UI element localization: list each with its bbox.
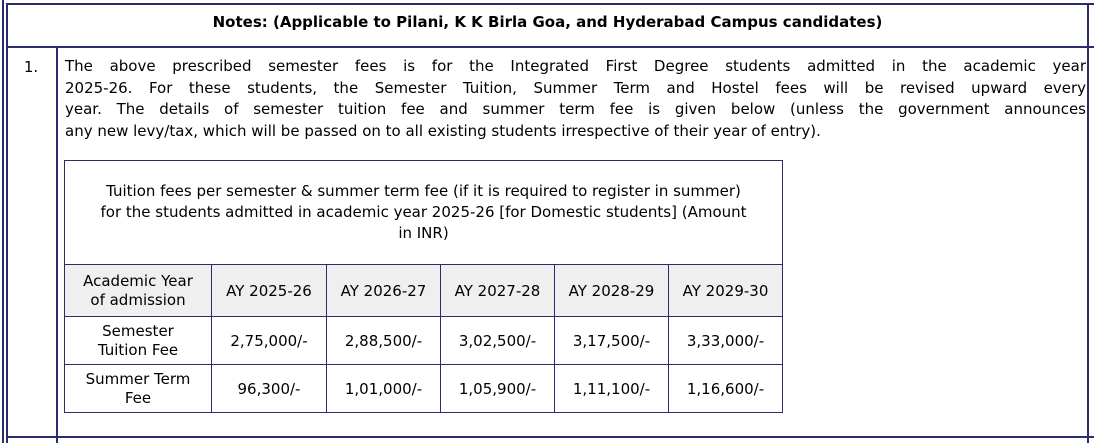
caption-line: in INR) <box>398 224 449 242</box>
fee-table-caption-row <box>65 161 783 265</box>
header-cell-year: AY 2027-28 <box>441 265 555 317</box>
row-label-line: Semester <box>102 321 174 340</box>
outer-left-border <box>2 0 4 443</box>
fee-value: 1,01,000/- <box>327 365 441 413</box>
row-label-line: Fee <box>124 388 152 407</box>
header-label-line: of admission <box>90 290 186 309</box>
fee-value: 3,02,500/- <box>441 317 555 365</box>
row-label-line: Summer Term <box>85 369 191 388</box>
fee-value: 1,05,900/- <box>441 365 555 413</box>
row-label-line: Tuition Fee <box>97 340 179 359</box>
header-cell-academic-year <box>65 265 212 317</box>
note-item-number: 1. <box>23 58 39 76</box>
item-row-bottom-border <box>6 436 1094 438</box>
fee-value: 3,17,500/- <box>555 317 669 365</box>
notes-row-bottom-border <box>6 46 1094 48</box>
summer-term-fee-row <box>65 365 783 413</box>
caption-line: Tuition fees per semester & summer term fee (if it is required to register in summer) <box>106 182 741 200</box>
header-cell-year: AY 2025-26 <box>212 265 327 317</box>
table-right-border <box>1087 3 1089 443</box>
fee-value: 1,16,600/- <box>669 365 783 413</box>
note-paragraph <box>65 56 1086 142</box>
paragraph-line: 2025-26. For these students, the Semester Tuition, Summer Term and Hostel fees will be revised upward every <box>65 78 1086 97</box>
notes-header-title: Notes: (Applicable to Pilani, K K Birla Goa, and Hyderabad Campus candidates) <box>212 13 883 31</box>
paragraph-line: any new levy/tax, which will be passed on to all existing students irrespective of their year of entry). <box>65 121 821 140</box>
row-label-semester-tuition-fee <box>65 317 212 365</box>
caption-line: for the students admitted in academic year 2025-26 [for Domestic students] (Amount <box>100 203 747 221</box>
table-top-border <box>6 3 1094 5</box>
fee-table-caption <box>65 161 783 265</box>
header-cell-year: AY 2029-30 <box>669 265 783 317</box>
paragraph-line: year. The details of semester tuition fee and summer term fee is given below (unless the government announces <box>65 100 1086 119</box>
fee-table-header-row <box>65 265 783 317</box>
fee-table <box>64 160 783 413</box>
fee-table-container <box>64 160 783 413</box>
fee-value: 2,75,000/- <box>212 317 327 365</box>
header-cell-year: AY 2026-27 <box>327 265 441 317</box>
fee-value: 2,88,500/- <box>327 317 441 365</box>
fee-value: 1,11,100/- <box>555 365 669 413</box>
fee-value: 3,33,000/- <box>669 317 783 365</box>
row-label-summer-term-fee <box>65 365 212 413</box>
paragraph-line: The above prescribed semester fees is for the Integrated First Degree students admitted in the academic year <box>65 57 1086 75</box>
header-cell-year: AY 2028-29 <box>555 265 669 317</box>
header-label-line: Academic Year <box>83 271 193 290</box>
semester-tuition-fee-row <box>65 317 783 365</box>
number-column-separator <box>56 46 58 443</box>
fee-value: 96,300/- <box>212 365 327 413</box>
